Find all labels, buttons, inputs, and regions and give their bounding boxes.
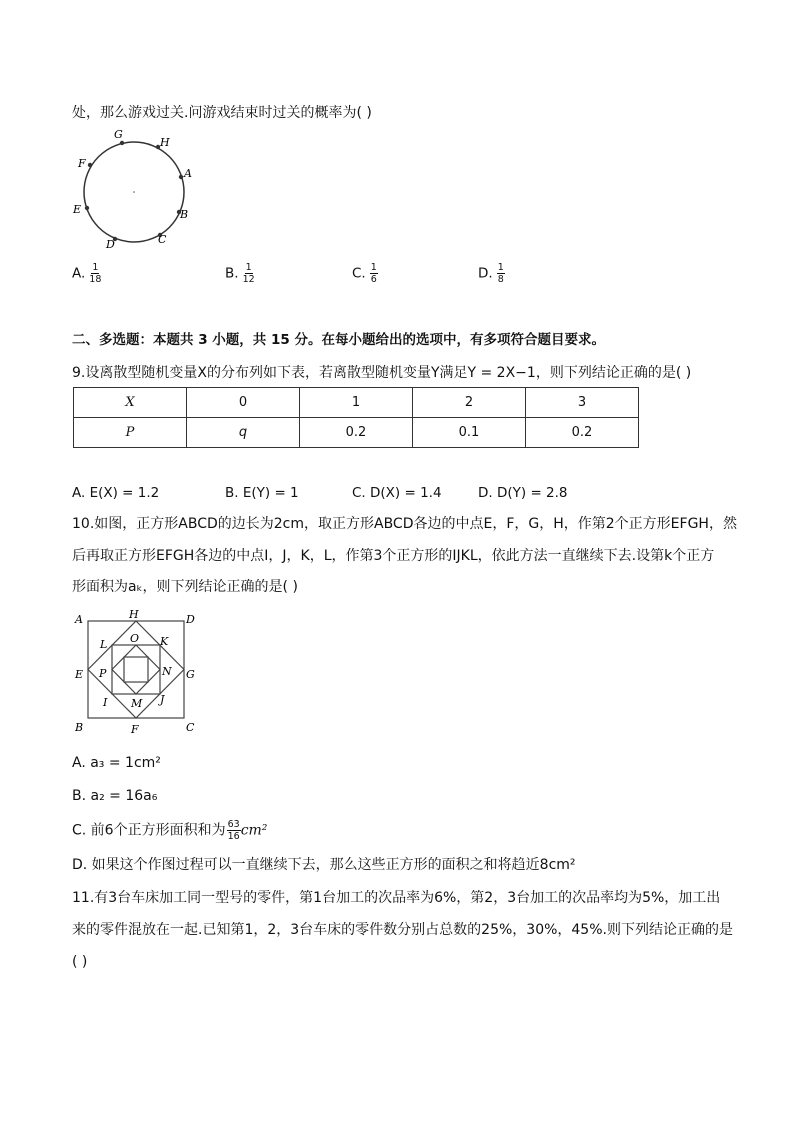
table-cell: 3: [526, 388, 639, 418]
point-label-C: C: [158, 233, 167, 246]
square-inner: [124, 657, 148, 682]
point-label-F: F: [78, 157, 86, 170]
q8-option-c: C. $\frac{1}{6}$: [352, 262, 377, 285]
section-heading: 二、多选题：本题共 3 小题，共 15 分。在每小题给出的选项中，有多项符合题目要求。: [72, 332, 605, 348]
q10-square-figure: [70, 608, 200, 738]
square-mnop: [112, 645, 160, 694]
point-dot: [88, 163, 92, 167]
q9-option-a: A. E(X) = 1.2: [72, 485, 160, 501]
q11-stem-line2: 来的零件混放在一起.已知第1，2，3台车床的零件数分别占总数的25%，30%，45%.则下列结论正确的是: [72, 922, 733, 938]
q8-option-b: B. $\frac{1}{12}$: [225, 262, 255, 285]
table-cell: 0.2: [526, 418, 639, 448]
label-F: F: [131, 723, 139, 736]
label-P: P: [99, 667, 107, 680]
q11-stem-line3: ( ): [72, 954, 88, 970]
q10-stem-line3: 形面积为aₖ，则下列结论正确的是( ): [72, 579, 298, 595]
label-I: I: [103, 696, 108, 709]
point-label-G: G: [114, 128, 123, 141]
q9-option-d: D. D(Y) = 2.8: [478, 485, 568, 501]
q11-stem-line1: 11.有3台车床加工同一型号的零件，第1台加工的次品率为6%，第2，3台加工的次品率均为5%，加工出: [72, 890, 721, 906]
table-cell: 0.1: [413, 418, 526, 448]
table-row: [74, 388, 639, 418]
q8-stem-tail: 处，那么游戏过关.问游戏结束时过关的概率为( ): [72, 105, 372, 121]
point-label-E: E: [73, 203, 82, 216]
q10-stem-line1: 10.如图，正方形ABCD的边长为2cm，取正方形ABCD各边的中点E，F，G，H，作第2个正方形EFGH，然: [72, 516, 737, 532]
point-label-D: D: [106, 238, 115, 251]
table-cell: q: [187, 418, 300, 448]
table-cell: X: [74, 388, 187, 418]
label-G: G: [186, 668, 195, 681]
q10-option-a: A. a₃ = 1cm²: [72, 755, 161, 771]
q9-option-b: B. E(Y) = 1: [225, 485, 299, 501]
label-M: M: [131, 697, 143, 710]
q8-option-d: D. $\frac{1}{8}$: [478, 262, 504, 285]
label-O: O: [130, 632, 140, 645]
label-N: N: [162, 665, 172, 678]
q9-stem: 9.设离散型随机变量X的分布列如下表，若离散型随机变量Y满足Y = 2X−1，则下列结论正确的是( ): [72, 365, 692, 381]
q10-option-c: C. 前6个正方形面积和为 $\frac{63}{16}$ cm²: [72, 819, 268, 842]
label-E: E: [75, 668, 84, 681]
q8-option-a: A. $\frac{1}{18}$: [72, 262, 102, 285]
label-J: J: [160, 693, 165, 706]
label-B: B: [75, 721, 84, 734]
point-label-A: A: [184, 167, 192, 180]
label-A: A: [75, 613, 83, 626]
point-dot: [85, 206, 89, 210]
table-cell: 1: [300, 388, 413, 418]
q9-distribution-table: [73, 387, 639, 448]
point-dot: [120, 141, 124, 145]
q8-circle-figure: [70, 125, 210, 255]
point-label-B: B: [180, 208, 189, 221]
point-dot: [179, 175, 183, 179]
q10-stem-line2: 后再取正方形EFGH各边的中点I，J，K，L，作第3个正方形的IJKL，依此方法一直继续下去.设第k个正方: [72, 548, 715, 564]
table-cell: P: [74, 418, 187, 448]
q10-option-b: B. a₂ = 16a₆: [72, 788, 158, 804]
label-C: C: [186, 721, 195, 734]
square-ijkl: [112, 645, 160, 694]
table-row: [74, 418, 639, 448]
table-cell: 0: [187, 388, 300, 418]
label-H: H: [129, 608, 139, 621]
center-dot: [133, 191, 135, 193]
table-cell: 2: [413, 388, 526, 418]
label-L: L: [100, 638, 108, 651]
table-cell: 0.2: [300, 418, 413, 448]
point-label-H: H: [160, 136, 170, 149]
q9-option-c: C. D(X) = 1.4: [352, 485, 442, 501]
q10-option-d: D. 如果这个作图过程可以一直继续下去，那么这些正方形的面积之和将趋近8cm²: [72, 857, 576, 873]
label-D: D: [186, 613, 195, 626]
label-K: K: [160, 635, 169, 648]
